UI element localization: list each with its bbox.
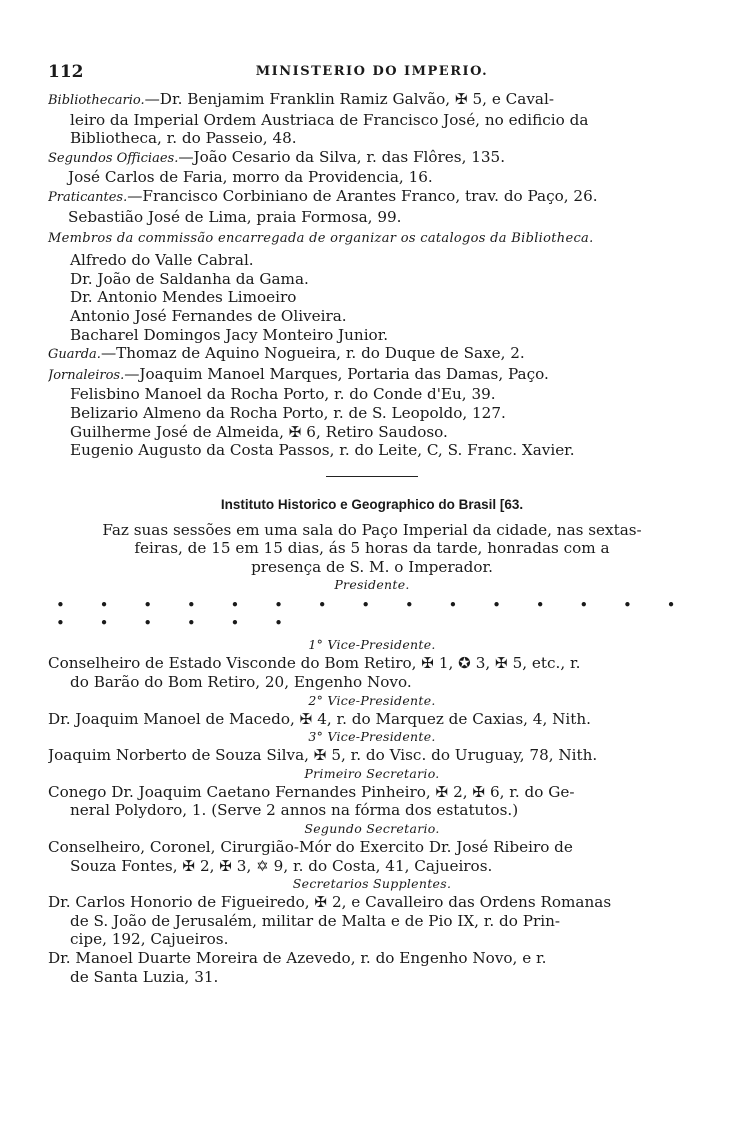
instituto-intro	[48, 521, 696, 577]
guarda-entry	[48, 344, 696, 365]
intro-line: feiras, de 15 em 15 dias, ás 5 horas da tarde, honradas com a	[134, 539, 610, 558]
guarda-label: Guarda.	[48, 347, 101, 363]
text-line: neral Polydoro, 1. (Serve 2 annos na fórma dos estatutos.)	[70, 801, 519, 820]
text-line: Joaquim Norberto de Souza Silva, ✠ 5, r. do Visc. do Uruguay, 78, Nith.	[48, 746, 598, 765]
text-line: leiro da Imperial Ordem Austriaca de Francisco José, no edificio da	[70, 110, 589, 129]
text-line: Belizario Almeno da Rocha Porto, r. de S. Leopoldo, 127.	[70, 403, 506, 422]
list-item: Alfredo do Valle Cabral.	[70, 251, 254, 270]
text-line: cipe, 192, Cajueiros.	[70, 930, 229, 949]
text-line: Souza Fontes, ✠ 2, ✠ 3, ✡ 9, r. do Costa, 41, Cajueiros.	[70, 856, 493, 875]
text-line: Conselheiro de Estado Visconde do Bom Retiro, ✠ 1, ✪ 3, ✠ 5, etc., r.	[48, 654, 581, 673]
role-label: 1° Vice-Presidente.	[308, 637, 436, 653]
text-line: Conego Dr. Joaquim Caetano Fernandes Pinheiro, ✠ 2, ✠ 6, r. do Ge-	[48, 782, 575, 801]
role-entry	[48, 636, 696, 691]
text-line: Dr. Manoel Duarte Moreira de Azevedo, r. do Engenho Novo, e r.	[48, 949, 547, 967]
text-line: Eugenio Augusto da Costa Passos, r. do Leite, C, S. Franc. Xavier.	[70, 441, 575, 460]
role-label: 2° Vice-Presidente.	[308, 692, 436, 708]
bibliothecario-label: Bibliothecario.	[48, 93, 145, 108]
text-line: de Santa Luzia, 31.	[70, 967, 219, 986]
text-line: —Thomaz de Aquino Nogueira, r. do Duque de Saxe, 2.	[100, 344, 525, 363]
running-title: MINISTERIO DO IMPERIO.	[255, 64, 489, 79]
page-number: 112	[48, 62, 84, 82]
list-item: Dr. Antonio Mendes Limoeiro	[70, 288, 297, 307]
text-line: —João Cesario da Silva, r. das Flôres, 135.	[178, 147, 506, 166]
jornaleiros-entry	[48, 365, 696, 460]
text-line: Felisbino Manoel da Rocha Porto, r. do Conde d'Eu, 39.	[70, 385, 496, 404]
text-line: Dr. Joaquim Manoel de Macedo, ✠ 4, r. do Marquez de Caxias, 4, Nith.	[48, 709, 591, 728]
jornaleiros-label: Jornaleiros.	[48, 367, 125, 383]
membros-list	[48, 251, 696, 344]
text-line: —Joaquim Manoel Marques, Portaria das Damas, Paço.	[124, 364, 549, 383]
role-entry	[48, 875, 696, 986]
praticantes-entry	[48, 187, 696, 226]
role-label: 3° Vice-Presidente.	[308, 729, 436, 745]
list-item: Bacharel Domingos Jacy Monteiro Junior.	[70, 325, 389, 344]
text-line: do Barão do Bom Retiro, 20, Engenho Novo.	[70, 673, 412, 692]
page-content	[48, 90, 696, 986]
text-line: Bibliotheca, r. do Passeio, 48.	[70, 129, 297, 148]
text-line: —Francisco Corbiniano de Arantes Franco, trav. do Paço, 26.	[127, 186, 598, 205]
role-entry	[48, 692, 696, 729]
membros-heading: Membros da commissão encarregada de organizar os catalogos da Bibliotheca.	[48, 231, 594, 247]
list-item: Dr. João de Saldanha da Gama.	[70, 269, 309, 288]
presidente-label: Presidente.	[334, 577, 410, 593]
text-line: de S. João de Jerusalém, militar de Malta e de Pio IX, r. do Prin-	[70, 911, 560, 930]
section-divider	[326, 476, 418, 477]
list-item: Antonio José Fernandes de Oliveira.	[70, 306, 347, 325]
role-label: Secretarios Supplentes.	[292, 876, 452, 892]
text-line: José Carlos de Faria, morro da Providencia, 16.	[68, 168, 433, 187]
text-line: Dr. Carlos Honorio de Figueiredo, ✠ 2, e Cavalleiro das Ordens Romanas	[48, 893, 612, 912]
text-line: Sebastião José de Lima, praia Formosa, 99.	[68, 207, 402, 226]
praticantes-label: Praticantes.	[48, 189, 128, 205]
text-line: —Dr. Benjamim Franklin Ramiz Galvão, ✠ 5, e Caval-	[144, 90, 554, 108]
instituto-title: Instituto Historico e Geographico do Brasil [63.	[220, 496, 524, 512]
intro-line: presença de S. M. o Imperador.	[251, 557, 493, 576]
role-entry	[48, 765, 696, 820]
role-label: Segundo Secretario.	[304, 821, 440, 837]
ellipsis-dots: • • • • • • • • • • • • • • • • • • • • •	[56, 596, 691, 633]
bibliothecario-entry	[48, 90, 696, 148]
role-entry	[48, 728, 696, 765]
segundos-label: Segundos Officiaes.	[48, 150, 179, 166]
text-line: Conselheiro, Coronel, Cirurgião-Mór do Exercito Dr. José Ribeiro de	[48, 838, 573, 857]
intro-line: Faz suas sessões em uma sala do Paço Imperial da cidade, nas sextas-	[102, 520, 642, 539]
role-label: Primeiro Secretario.	[304, 765, 440, 781]
text-line: Guilherme José de Almeida, ✠ 6, Retiro Saudoso.	[70, 422, 448, 441]
role-entry	[48, 820, 696, 875]
page-header	[48, 62, 696, 86]
segundos-officiaes-entry	[48, 148, 696, 187]
